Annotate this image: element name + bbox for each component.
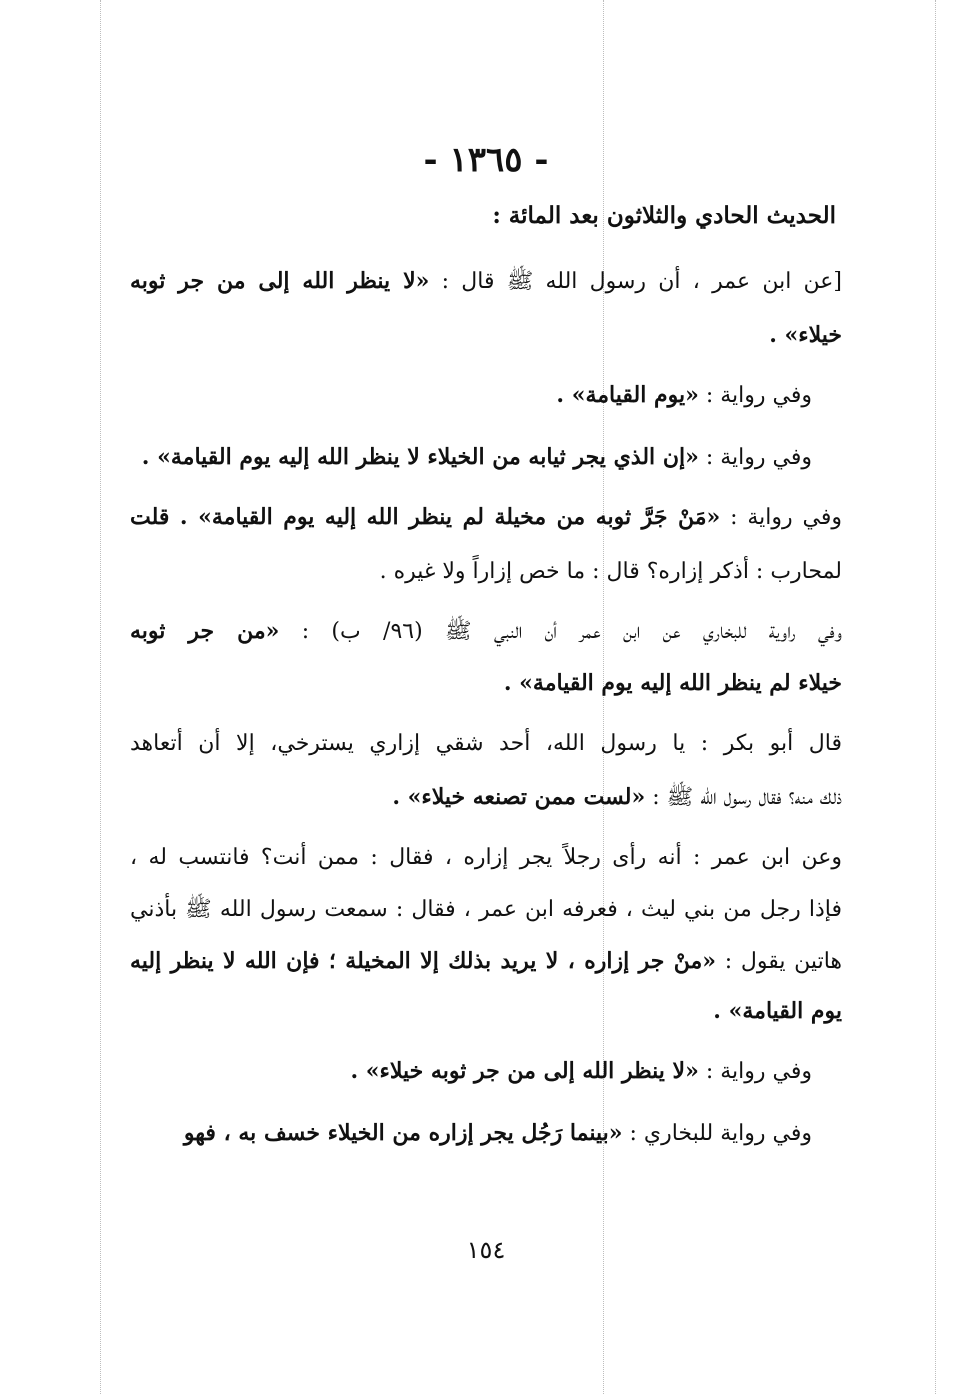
scan-artifact-line xyxy=(100,0,101,1394)
text-line: قال أبو بكر : يا رسول الله، أحد شقي إزاري يسترخي، إلا أن أتعاهد xyxy=(130,731,842,756)
text-line: يوم القيامة» . xyxy=(713,998,842,1024)
text-line: وفي رواية : «إن الذي يجر ثيابه من الخيلاء لا ينظر الله إليه يوم القيامة» . xyxy=(141,444,812,470)
text-line: خيلاء لم ينظر الله إليه يوم القيامة» . xyxy=(503,670,842,696)
text-line: هاتين يقول : «منْ جر إزاره ، لا يريد بذلك إلا المخيلة ؛ فإن الله لا ينظر إليه xyxy=(130,948,842,974)
text-line: وفي رواية : «مَنْ جَرَّ ثوبه من مخيلة لم ينظر الله إليه يوم القيامة» . قلت xyxy=(130,504,842,530)
text-line: وفي رواية : «يوم القيامة» . xyxy=(556,382,812,408)
text-line: وفي رواية للبخاري : «بينما رَجُل يجر إزاره من الخيلاء خسف به ، فهو xyxy=(183,1120,812,1146)
text-line: وفي راوية للبخاري عن ابن عمر أن النبي ﷺ (٩٦/ ب) : «من جر ثوبه xyxy=(130,618,842,644)
page-number: ١٥٤ xyxy=(466,1236,506,1264)
text-line: خيلاء» . xyxy=(769,322,842,348)
text-line: لمحارب : أذكر إزاره؟ قال : ما خص إزاراً ولا غيره . xyxy=(379,559,842,584)
hadith-number: - ١٣٦٥ - xyxy=(423,140,549,180)
text-line: وعن ابن عمر : أنه رأى رجلاً يجر إزاره ، فقال : ممن أنت؟ فانتسب له ، xyxy=(130,845,842,870)
section-heading: الحديث الحادي والثلاثون بعد المائة : xyxy=(492,202,836,229)
text-line: [عن ابن عمر ، أن رسول الله ﷺ قال : «لا ينظر الله إلى من جر ثوبه xyxy=(130,268,843,294)
text-line: فإذا رجل من بني ليث ، فعرفه ابن عمر ، فقال : سمعت رسول الله ﷺ بأذني xyxy=(130,897,842,922)
text-line: وفي رواية : «لا ينظر الله إلى من جر ثوبه خيلاء» . xyxy=(350,1058,812,1084)
text-line: ذلك منه؟ فقال رسول الله ﷺ : «لست ممن تصنعه خيلاء» . xyxy=(392,784,842,810)
scan-artifact-line xyxy=(935,0,936,1394)
